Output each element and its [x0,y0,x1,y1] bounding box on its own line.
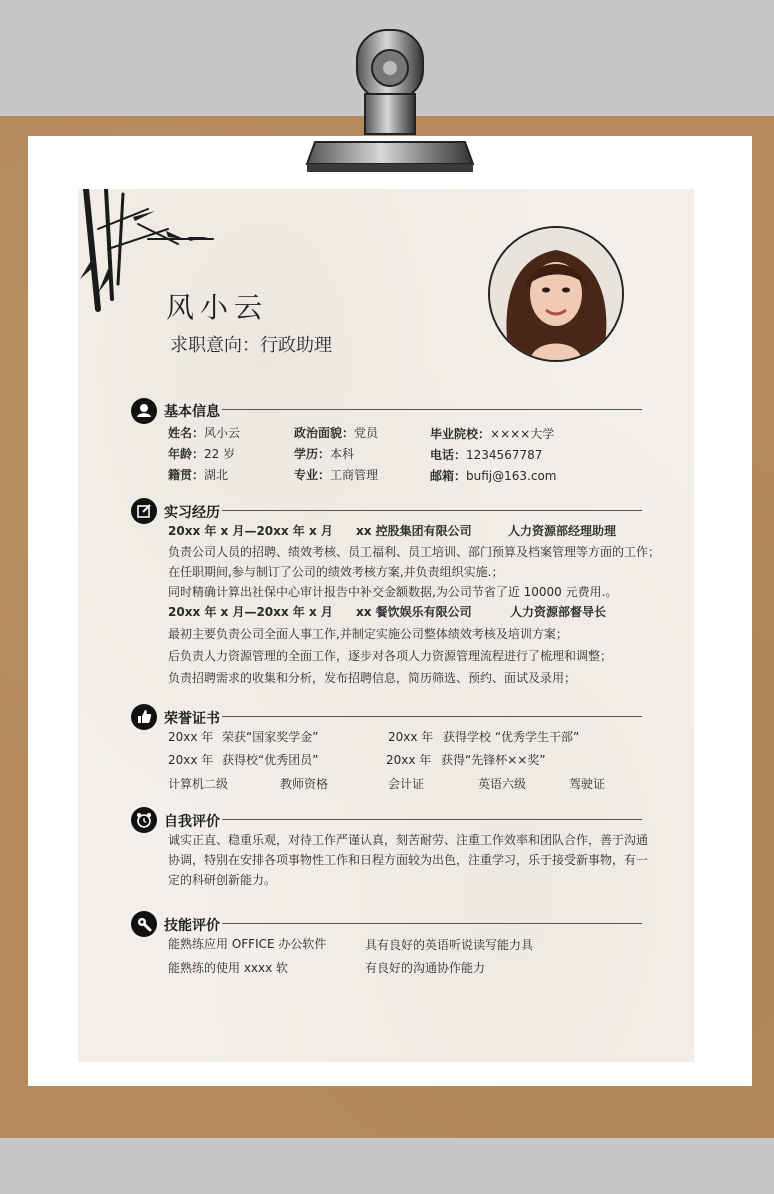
education-row: 学历：本科 [294,447,355,461]
job1-duty-3: 同时精确计算出社保中心审计报告中补交金额数据,为公司节省了近 10000 元费用.。 [168,585,618,599]
job1-duty-2: 在任职期间,参与制订了公司的绩效考核方案,并负责组织实施.； [168,565,504,579]
job1-company: xx 控股集团有限公司 [356,524,472,538]
candidate-name: 风小云 [166,291,269,324]
section-title-honors: 荣誉证书 [164,711,220,727]
cert-item: 英语六级 [478,777,527,791]
honor-2-year: 20xx 年 [388,730,434,744]
divider [222,819,642,820]
divider [222,510,642,511]
self-eval-line: 协调，特别在安排各项事物性工作和日程方面较为出色，注重学习，乐于接受新事物，有一 [168,853,649,867]
job2-duty-3: 负责招聘需求的收集和分析，发布招聘信息，简历筛选、预约、面试及录用； [168,671,577,685]
user-icon [131,398,157,424]
job1-date: 20xx 年 x 月—20xx 年 x 月 [168,524,333,538]
divider [222,716,642,717]
job-intent: 求职意向：行政助理 [170,335,332,356]
origin-row: 籍贯：湖北 [168,468,229,482]
honor-3-text: 获得校“优秀团员” [222,753,319,767]
section-title-basic: 基本信息 [164,404,220,420]
divider [222,923,642,924]
profile-photo [488,226,624,362]
honor-2-text: 获得学校 “优秀学生干部” [443,730,580,744]
cert-item: 计算机二级 [168,777,229,791]
honor-4-year: 20xx 年 [386,753,432,767]
skill-item: 有良好的沟通协作能力 [365,961,486,975]
section-title-intern: 实习经历 [164,505,220,521]
cert-item: 会计证 [388,777,425,791]
major-row: 专业：工商管理 [294,468,379,482]
phone-row: 电话：1234567787 [430,448,543,462]
political-row: 政治面貌：党员 [294,426,379,440]
divider [222,409,642,410]
honor-1-text: 荣获“国家奖学金” [222,730,319,744]
cert-item: 教师资格 [280,777,329,791]
job1-role: 人力资源部经理助理 [508,524,617,538]
job2-duty-2: 后负责人力资源管理的全面工作，逐步对各项人力资源管理流程进行了梳理和调整； [168,649,613,663]
self-eval-line: 诚实正直、稳重乐观，对待工作严谨认真，刻苦耐劳、注重工作效率和团队合作，善于沟通 [168,833,649,847]
edit-icon [131,498,157,524]
section-title-skills: 技能评价 [164,918,220,934]
school-row: 毕业院校：××××大学 [430,427,555,441]
section-title-self: 自我评价 [164,814,220,830]
age-row: 年龄：22 岁 [168,447,236,461]
wrench-icon [131,911,157,937]
alarm-clock-icon [131,807,157,833]
honor-3-year: 20xx 年 [168,753,214,767]
skill-item: 能熟练应用 OFFICE 办公软件 [168,937,327,951]
clip-icon [305,24,475,176]
job2-duty-1: 最初主要负责公司全面人事工作,并制定实施公司整体绩效考核及培训方案； [168,627,568,641]
name-row: 姓名：风小云 [168,426,241,440]
thumbs-up-icon [131,704,157,730]
honor-1-year: 20xx 年 [168,730,214,744]
self-eval-line: 定的科研创新能力。 [168,873,277,887]
skill-item: 能熟练的使用 xxxx 软 [168,961,289,975]
email-row: 邮箱：bufij@163.com [430,469,557,483]
job2-company: xx 餐饮娱乐有限公司 [356,605,472,619]
skill-item: 具有良好的英语听说读写能力具 [365,938,534,952]
job2-date: 20xx 年 x 月—20xx 年 x 月 [168,605,333,619]
job2-role: 人力资源部督导长 [510,605,607,619]
honor-4-text: 获得“先锋杯××奖” [441,753,546,767]
cert-item: 驾驶证 [569,777,606,791]
job1-duty-1: 负责公司人员的招聘、绩效考核、员工福利、员工培训、部门预算及档案管理等方面的工作； [168,545,661,559]
